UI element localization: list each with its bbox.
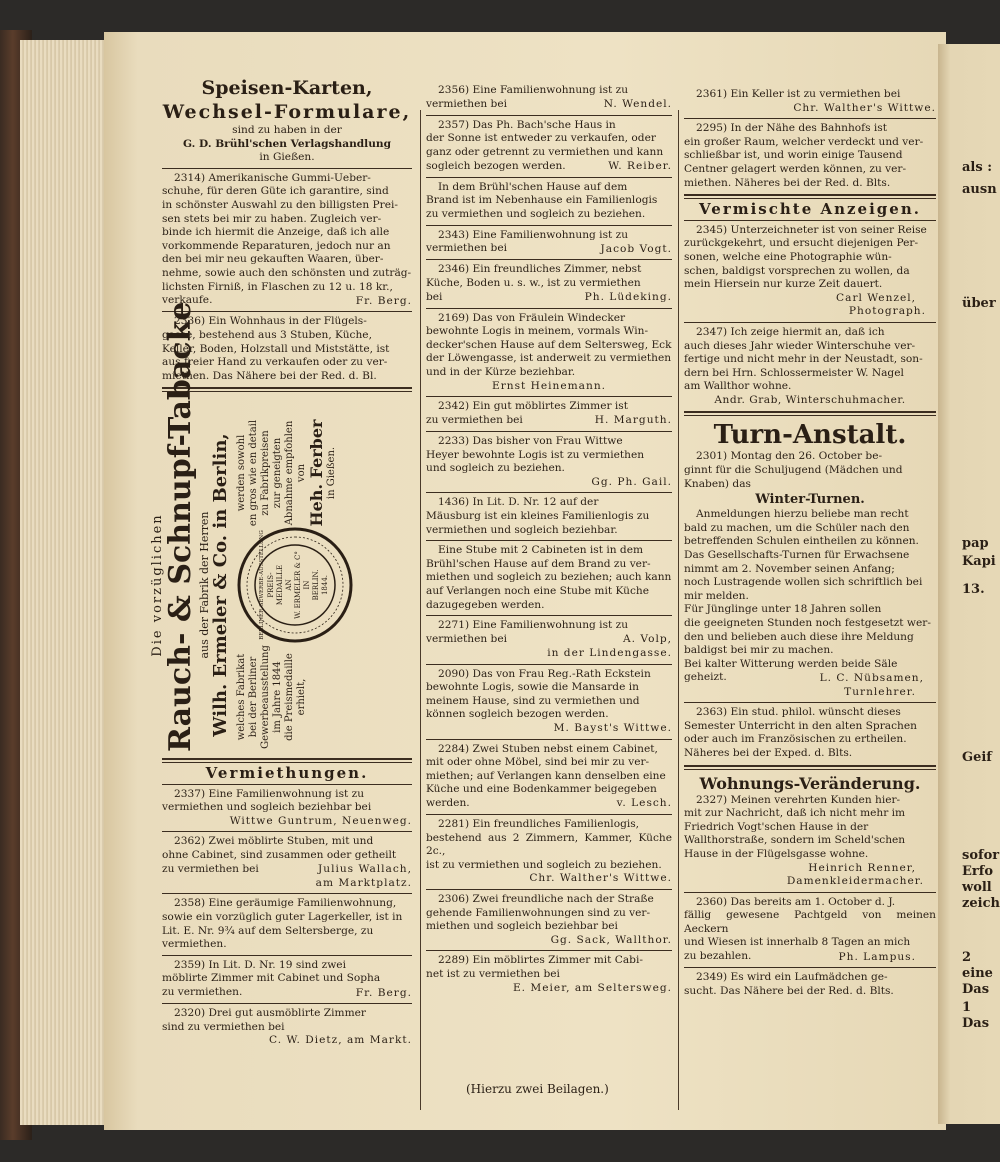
ad-text-line: 2349) Es wird ein Laufmädchen ge- — [696, 971, 888, 984]
ad-text-line: zu vermiethen. — [162, 985, 243, 998]
ad-text-line: Wallthorstraße, sondern im Scheld'schen — [684, 834, 906, 847]
ad-2361 — [684, 88, 936, 102]
ad-text-line: Für Jünglinge unter 18 Jahren sollen — [684, 603, 882, 616]
ad-text-line: mein Hiersein nur kurze Zeit dauert. — [684, 278, 883, 291]
tab-line: Gewerbeausstellung — [260, 645, 271, 749]
signature: Ph. Lampus. — [838, 950, 916, 963]
ad-text-line: werden. — [426, 796, 470, 809]
ad-2357 — [426, 119, 672, 173]
ad-text-line: 2360) Das bereits am 1. October d. J. — [696, 895, 896, 908]
ad-text-line: und in der Kürze beziehbar. — [426, 366, 576, 379]
ad-text-line: Friedrich Vogt'schen Hause in der — [684, 820, 869, 833]
heading-turn-anstalt: Turn-Anstalt. — [713, 420, 907, 451]
seal-text — [258, 526, 330, 644]
divider — [684, 702, 936, 703]
signature: N. Wendel. — [603, 98, 672, 111]
tab-line: die Preismedaille — [284, 653, 295, 741]
facing-page-fragment: Kapi — [962, 554, 996, 569]
column-left — [162, 76, 412, 396]
publisher-name: G. D. Brühl'schen Verlagshandlung — [182, 137, 392, 150]
facing-page-fragment: Das — [962, 982, 990, 997]
column-rule — [678, 110, 679, 1110]
facing-page-fragment: woll — [962, 880, 992, 895]
divider — [426, 396, 672, 397]
divider — [684, 892, 936, 893]
facing-page-fragment: zeich — [962, 896, 1000, 911]
signature: Fr. Berg. — [355, 986, 412, 999]
ad-text-line: Heyer bewohnte Logis ist zu vermiethen — [426, 448, 645, 461]
divider — [426, 739, 672, 740]
tab-title: Rauch- & Schnupf-Tabacke — [163, 301, 198, 752]
ad-text-line: Küche und eine Bodenkammer beigegeben — [426, 783, 657, 796]
divider — [684, 411, 936, 416]
ad-text-line: 2363) Ein stud. philol. wünscht dieses — [696, 706, 901, 719]
ad-text-line: fertige und nicht mehr in der Neustadt, son- — [684, 353, 923, 366]
ad-2314 — [162, 172, 412, 308]
ad-text-line: auch dieses Jahr wieder Winterschuhe ver- — [684, 339, 916, 352]
column-left-lower — [162, 754, 412, 1048]
ad-text-line: Knaben) das — [684, 477, 751, 490]
ad-text-line: ist zu vermiethen und sogleich zu beziehen. — [426, 858, 662, 871]
ad-text-line: miethen und sogleich beziehbar bei — [426, 920, 618, 933]
ad-stube-cabineten — [426, 544, 672, 612]
divider — [162, 758, 412, 763]
ad-text-line: ein großer Raum, welcher verdeckt und ver- — [684, 135, 924, 148]
ad-text-line: Bei kalter Witterung werden beide Säle — [684, 657, 898, 670]
facing-page-fragment: sofor — [962, 848, 1000, 863]
divider — [684, 118, 936, 119]
ad-text-line: 2090) Das von Frau Reg.-Rath Eckstein — [438, 667, 651, 680]
ad-text-line: gasse, bestehend aus 3 Stuben, Küche, — [162, 328, 372, 341]
ad-text-line: vermiethen und sogleich beziehbar bei — [162, 801, 372, 814]
ad-text-line: der Löwengasse, ist anderweit zu vermiethen — [426, 352, 672, 365]
ad-text-line: 2358) Eine geräumige Familienwohnung, — [174, 897, 397, 910]
divider — [684, 967, 936, 968]
ad-text-line: In dem Brühl'schen Hause auf dem — [438, 180, 628, 193]
ad-text-line: 2169) Das von Fräulein Windecker — [438, 311, 626, 324]
ad-text-line: und sogleich zu beziehen. — [426, 462, 565, 475]
heading-wohnungs-veraenderung: Wohnungs-Veränderung. — [699, 773, 921, 793]
ad-1436 — [426, 496, 672, 537]
ad-2301-details — [684, 508, 936, 685]
ad-text-line: Lit. E. Nr. 9¾ auf dem Seltersberge, zu — [162, 924, 374, 937]
ad-text-line: Anmeldungen hierzu beliebe man recht — [696, 508, 909, 521]
facing-page-edge — [938, 44, 1000, 1124]
ad-text-line: den bei mir neu gekauften Waaren, über- — [162, 253, 384, 266]
ad-text-line: gehende Familienwohnungen sind zu ver- — [426, 906, 651, 919]
tab-left-block — [236, 642, 308, 752]
ad-text-line: bewohnte Logis in meinem, vormals Win- — [426, 325, 649, 338]
ad-2356 — [426, 84, 672, 111]
facing-page-fragment: pap — [962, 536, 989, 551]
heading-winter-turnen: Winter-Turnen. — [755, 492, 865, 508]
ad-text-line: zu bezahlen. — [684, 950, 752, 963]
ad-text-line: vermiethen. — [162, 938, 227, 951]
ad-text-line: dern bei Hrn. Schlossermeister W. Nagel — [684, 366, 904, 379]
ad-2362 — [162, 835, 412, 876]
ad-text-line: 2346) Ein freundliches Zimmer, nebst — [438, 263, 642, 276]
ad-text-line: Eine Stube mit 2 Cabineten ist in dem — [438, 544, 644, 557]
signature: Julius Wallach, — [318, 863, 412, 876]
tab-line: erhielt, — [296, 678, 307, 716]
ad-text-line: vermiethen und sogleich beziehbar. — [426, 523, 618, 536]
ad-text-line: bei — [426, 290, 443, 303]
divider — [162, 168, 412, 169]
ad-text-line: 2337) Eine Familienwohnung ist zu — [174, 787, 365, 800]
divider — [426, 492, 672, 493]
ad-text-line: mit oder ohne Möbel, sind bei mir zu ver- — [426, 756, 650, 769]
signature: Chr. Walther's Wittwe. — [793, 101, 936, 114]
ad-text-line: vermiethen bei — [426, 97, 507, 110]
tab-line: Abnahme empfohlen — [284, 420, 295, 526]
signature: in der Lindengasse. — [547, 646, 672, 659]
ad-2233 — [426, 435, 672, 476]
ad-text-line: Keller, Boden, Holzstall und Miststätte, ist — [162, 342, 390, 355]
divider — [426, 540, 672, 541]
ad-text-line: in schönster Auswahl zu den billigsten Prei- — [162, 198, 398, 211]
tab-line: in Gießen. — [326, 446, 337, 500]
section-heading-vermiethungen: Vermiethungen. — [205, 764, 369, 782]
ad-text-line: sind zu vermiethen bei — [162, 1020, 285, 1033]
ad-2345 — [684, 224, 936, 292]
seal-line: BERLIN. — [312, 569, 320, 601]
tab-line: welches Fabrikat — [236, 653, 247, 741]
divider — [162, 955, 412, 956]
divider — [426, 225, 672, 226]
signature: E. Meier, am Seltersweg. — [512, 981, 672, 994]
ad-text-line: sucht. Das Nähere bei der Red. d. Blts. — [684, 984, 894, 997]
ad-bruehl-house — [426, 181, 672, 222]
divider — [426, 259, 672, 260]
signature: Turnlehrer. — [844, 685, 916, 698]
ad-text-line: 2347) Ich zeige hiermit an, daß ich — [696, 325, 885, 338]
ad-text-line: 1436) In Lit. D. Nr. 12 auf der — [438, 496, 599, 509]
ad-text-line: Näheres bei der Exped. d. Blts. — [684, 746, 853, 759]
ad-text-line: 2320) Drei gut ausmöblirte Zimmer — [174, 1007, 366, 1020]
signature: v. Lesch. — [616, 797, 672, 810]
facing-page-fragment: Das — [962, 1016, 990, 1031]
seal-line: AN — [285, 579, 293, 591]
seal-line: PREIS- — [267, 572, 275, 598]
ad-text-line: 2281) Ein freundliches Familienlogis, — [438, 818, 640, 831]
medal-seal — [236, 526, 354, 644]
ad-text-line: vermiethen bei — [426, 242, 507, 255]
ad-text-line: 2295) In der Nähe des Bahnhofs ist — [696, 122, 887, 135]
signature: Andr. Grab, Winterschuhmacher. — [714, 393, 906, 406]
signature: W. Reiber. — [608, 160, 672, 173]
ad-text-line: sonen, welche eine Photographie wün- — [684, 250, 892, 263]
ad-text-line: Das Gesellschafts-Turnen für Erwachsene — [684, 549, 910, 562]
ad-2336 — [162, 315, 412, 383]
divider — [162, 311, 412, 312]
divider — [684, 765, 936, 770]
ad-text-line: miethen; auf Verlangen kann denselben eine — [426, 769, 666, 782]
ad-2347 — [684, 326, 936, 394]
signature: H. Marguth. — [594, 414, 672, 427]
ad-text-line: zurückgekehrt, und ersucht diejenigen Per- — [684, 237, 919, 250]
ad-text-line: miethen. Das Nähere bei der Red. d. Bl. — [162, 369, 377, 382]
ad-2337 — [162, 788, 412, 815]
ad-text-line: 2361) Ein Keller ist zu vermiethen bei — [696, 88, 901, 100]
tab-line: werden sowohl — [236, 434, 247, 512]
signature: Gg. Sack, Wallthor. — [550, 933, 672, 946]
ad-text-line: lichsten Firniß, in Flaschen zu 12 u. 18 kr., — [162, 280, 393, 293]
ad-text-line: bestehend aus 2 Zimmern, Kammer, Küche 2c., — [426, 831, 672, 858]
signature: Ernst Heinemann. — [491, 379, 607, 392]
ad-text-line: 2289) Ein möblirtes Zimmer mit Cabi- — [438, 954, 643, 967]
ad-text-line: 2284) Zwei Stuben nebst einem Cabinet, — [438, 742, 658, 755]
ad-text-line: nimmt am 2. November seinen Anfang; — [684, 562, 895, 575]
ad-text-line: ginnt für die Schuljugend (Mädchen und — [684, 464, 903, 477]
facing-page-fragment: 1 — [962, 1000, 972, 1015]
ad-text-line: zu vermiethen bei — [162, 862, 259, 875]
seal-line: IN — [303, 580, 311, 590]
ad-text-line: sen stets bei mir zu haben. Zugleich ver- — [162, 212, 382, 225]
column-right — [684, 88, 936, 998]
divider — [426, 950, 672, 951]
divider — [162, 831, 412, 832]
signature: M. Bayst's Wittwe. — [553, 721, 672, 734]
ad-2342 — [426, 400, 672, 427]
ad-text-line: decker'schen Hause auf dem Seltersweg, Eck — [426, 338, 672, 351]
ad-text-line: 2271) Eine Familienwohnung ist zu — [438, 619, 629, 632]
divider — [684, 220, 936, 221]
ad-text-line: net ist zu vermiethen bei — [426, 968, 560, 980]
ad-text-line: ganz oder getrennt zu vermiethen und kann — [426, 145, 664, 158]
signature: Heinrich Renner, — [808, 861, 916, 874]
signature: Damenkleidermacher. — [786, 875, 924, 888]
facing-page-fragment: ausn — [962, 182, 997, 197]
ad-text-line: Hause in der Flügelsgasse wohne. — [684, 847, 869, 860]
facing-page-fragment: Erfo — [962, 864, 994, 879]
ad-text-line: auf Verlangen noch eine Stube mit Küche — [426, 584, 649, 597]
ad-text-line: betreffenden Schulen eintheilen zu können. — [684, 535, 919, 548]
facing-page-fragment: 13. — [962, 582, 985, 597]
ad-text-line: binde ich hiermit die Anzeige, daß ich alle — [162, 226, 390, 239]
signature: Ph. Lüdeking. — [584, 291, 672, 304]
ad-text-line: und Wiesen ist innerhalb 8 Tagen an mich — [684, 936, 911, 949]
ad-text-line: 2357) Das Ph. Bach'sche Haus in — [438, 118, 616, 131]
ad-2284 — [426, 743, 672, 811]
heading-wechsel-formulare: Wechsel-Formulare, — [162, 101, 412, 123]
ad-2289 — [426, 954, 672, 981]
signature: C. W. Dietz, am Markt. — [269, 1034, 412, 1047]
ad-text-line: 2342) Ein gut möblirtes Zimmer ist — [438, 400, 628, 413]
tab-line: Die vorzüglichen — [150, 513, 165, 657]
signature: Chr. Walther's Wittwe. — [529, 872, 672, 885]
ad-2301 — [684, 450, 936, 491]
ad-text-line: zu vermiethen und sogleich zu beziehen. — [426, 207, 646, 220]
ad-text-line: zu vermiethen bei — [426, 413, 523, 426]
ad-text-line: 2327) Meinen verehrten Kunden hier- — [696, 793, 901, 806]
ad-text-line: 2301) Montag den 26. October be- — [696, 450, 883, 463]
ad-text-line: möblirte Zimmer mit Cabinet und Sopha — [162, 972, 381, 985]
ad-2327 — [684, 794, 936, 862]
ad-2359 — [162, 959, 412, 1000]
ad-text-line: können sogleich bezogen werden. — [426, 708, 609, 721]
divider — [162, 784, 412, 785]
tab-line: von — [296, 463, 307, 483]
signature: Photograph. — [848, 305, 926, 318]
signature: A. Volp, — [623, 633, 672, 646]
ad-text-line: 2356) Eine Familienwohnung ist zu — [438, 84, 629, 96]
seal-line: MEDAILLE — [276, 564, 284, 606]
ad-text-line: aus freier Hand zu verkaufen oder zu ver- — [162, 356, 388, 369]
tab-dealer: Heh. Ferber — [307, 419, 326, 527]
ad-text-line: baldigst bei mir zu machen. — [684, 644, 834, 657]
ad-2281 — [426, 818, 672, 872]
ad-text-line: geheizt. — [684, 671, 727, 684]
seal-line: W. ERMELER & C° — [294, 551, 302, 619]
ad-text-line: bewohnte Logis, sowie die Mansarde in — [426, 681, 639, 694]
ad-text-line: schließbar ist, und worin einige Tausend — [684, 149, 903, 162]
ad-2320 — [162, 1007, 412, 1034]
ad-text-line: 2343) Eine Familienwohnung ist zu — [438, 228, 629, 241]
ad-text-line: 2233) Das bisher von Frau Wittwe — [438, 435, 623, 448]
footer-note: (Hierzu zwei Beilagen.) — [466, 1082, 609, 1096]
ad-text-line: miethen und sogleich zu beziehen; auch kann — [426, 571, 672, 584]
ad-2295 — [684, 122, 936, 190]
ad-text-line: 2362) Zwei möblirte Stuben, mit und — [174, 835, 374, 848]
ad-text-line: schen, baldigst vorsprechen zu wollen, da — [684, 264, 910, 277]
ad-text-line: am Wallthor wohne. — [684, 380, 792, 393]
ad-2346 — [426, 263, 672, 304]
heading-speisen-karten: Speisen-Karten, — [201, 77, 373, 99]
tab-line: bei der Berliner — [248, 656, 259, 738]
signature: Gg. Ph. Gail. — [591, 475, 672, 488]
ad-text-line: Semester Unterricht in den alten Sprachen — [684, 719, 917, 732]
ad-text-line: mir melden. — [684, 589, 749, 602]
signature: Carl Wenzel, — [836, 291, 916, 304]
ad-text-line: vorkommende Reparaturen, jedoch nur an — [162, 239, 391, 252]
ad-2169 — [426, 312, 672, 380]
ad-text-line: 2336) Ein Wohnhaus in der Flügels- — [174, 315, 367, 328]
facing-page-fragment: über — [962, 296, 996, 311]
ad-text-line: die geeigneten Stunden noch festgesetzt wer- — [684, 617, 931, 629]
section-heading-vermischte: Vermischte Anzeigen. — [699, 200, 921, 219]
divider — [684, 194, 936, 199]
divider — [426, 664, 672, 665]
tab-right-block — [236, 418, 338, 528]
ad-text-line: sogleich bezogen werden. — [426, 159, 566, 172]
ad-text-line: Brand ist im Nebenhause ein Familienlogis — [426, 194, 658, 207]
ad-text-line: dazugegeben werden. — [426, 598, 545, 611]
tab-line: en gros wie en detail — [248, 419, 259, 527]
tab-company: Wilh. Ermeler & Co. in Berlin, — [210, 433, 231, 737]
divider — [684, 322, 936, 323]
divider — [426, 814, 672, 815]
ad-2343 — [426, 229, 672, 256]
column-middle — [426, 84, 672, 995]
divider — [426, 308, 672, 309]
facing-page-fragment: eine — [962, 966, 993, 981]
tab-line: zur geneigten — [272, 437, 283, 509]
divider — [426, 115, 672, 116]
ad-text-line: Mäusburg ist ein kleines Familienlogis zu — [426, 510, 650, 522]
seal-line: 1844. — [321, 574, 329, 596]
ad-text-line: oder auch im Französischen zu ertheilen. — [684, 733, 907, 746]
ad-text-line: 2306) Zwei freundliche nach der Straße — [438, 893, 654, 906]
ad-text-line: noch Lustragende wollen sich schriftlich bei — [684, 576, 923, 589]
column-rule — [420, 110, 421, 1110]
ad-text-line: vermiethen bei — [426, 632, 507, 645]
ad-text-line: meinem Hause, sind zu vermiethen und — [426, 694, 640, 707]
ad-text-line: Centner gelagert werden können, zu ver- — [684, 162, 907, 175]
ad-2360 — [684, 896, 936, 964]
ad-text-line: fällig gewesene Pachtgeld von meinen Aeckern — [684, 909, 936, 935]
ad-text-line: bald zu machen, um die Schüler nach den — [684, 521, 910, 534]
ad-text-line: nehme, sowie auch den schönsten und zuträg- — [162, 266, 412, 279]
page-edges — [20, 40, 108, 1125]
divider — [426, 177, 672, 178]
facing-page-fragment: Geif — [962, 750, 992, 765]
tab-line: aus der Fabrik der Herren — [198, 511, 211, 659]
signature: L. C. Nübsamen, — [819, 671, 924, 684]
divider — [162, 1003, 412, 1004]
signature: Fr. Berg. — [355, 294, 412, 307]
ad-text-line: mit zur Nachricht, daß ich nicht mehr im — [684, 807, 906, 820]
divider — [426, 615, 672, 616]
ad-text-line: der Sonne ist entweder zu verkaufen, oder — [426, 132, 656, 145]
divider — [426, 431, 672, 432]
tab-line: im Jahre 1844 — [272, 661, 283, 733]
ad-text-line: miethen. Näheres bei der Red. d. Blts. — [684, 176, 891, 189]
ad-text-line: Brühl'schen Hause auf dem Brand zu ver- — [426, 557, 651, 570]
ad-text-line: verkaufe. — [162, 294, 213, 307]
ad-text-line: sowie ein vorzüglich guter Lagerkeller, ist in — [162, 910, 403, 923]
signature: Jacob Vogt. — [600, 242, 672, 255]
facing-page-fragment: als : — [962, 160, 993, 175]
ad-2363 — [684, 706, 936, 760]
divider — [426, 889, 672, 890]
ad-text-line: 2359) In Lit. D. Nr. 19 sind zwei — [174, 958, 346, 971]
divider — [162, 893, 412, 894]
newspaper-page — [104, 32, 946, 1130]
ad-2271 — [426, 619, 672, 646]
divider — [162, 387, 412, 392]
text-line: sind zu haben in der — [232, 124, 342, 136]
ad-text-line: den und belieben auch diese ihre Meldung — [684, 630, 914, 643]
tab-line: zu Fabrikpreisen — [260, 430, 271, 516]
ad-text-line: Küche, Boden u. s. w., ist zu vermiethen — [426, 276, 641, 289]
facing-page-fragment: 2 — [962, 950, 972, 965]
ad-text-line: 2314) Amerikanische Gummi-Ueber- — [174, 171, 371, 184]
signature: Wittwe Guntrum, Neuenweg. — [229, 814, 412, 827]
ad-text-line: 2345) Unterzeichneter ist von seiner Reise — [696, 223, 927, 236]
seal-line: BERLINER GEWERBE-AUSSTELLUNG — [259, 530, 265, 640]
ad-2358 — [162, 897, 412, 951]
ad-text-line: schuhe, für deren Güte ich garantire, sind — [162, 185, 389, 198]
ad-text-line: ohne Cabinet, sind zusammen oder getheilt — [162, 848, 397, 861]
ad-2090 — [426, 668, 672, 722]
signature: am Marktplatz. — [315, 876, 412, 889]
ad-2349 — [684, 971, 936, 998]
text-line: in Gießen. — [259, 151, 315, 164]
ad-2306 — [426, 893, 672, 934]
